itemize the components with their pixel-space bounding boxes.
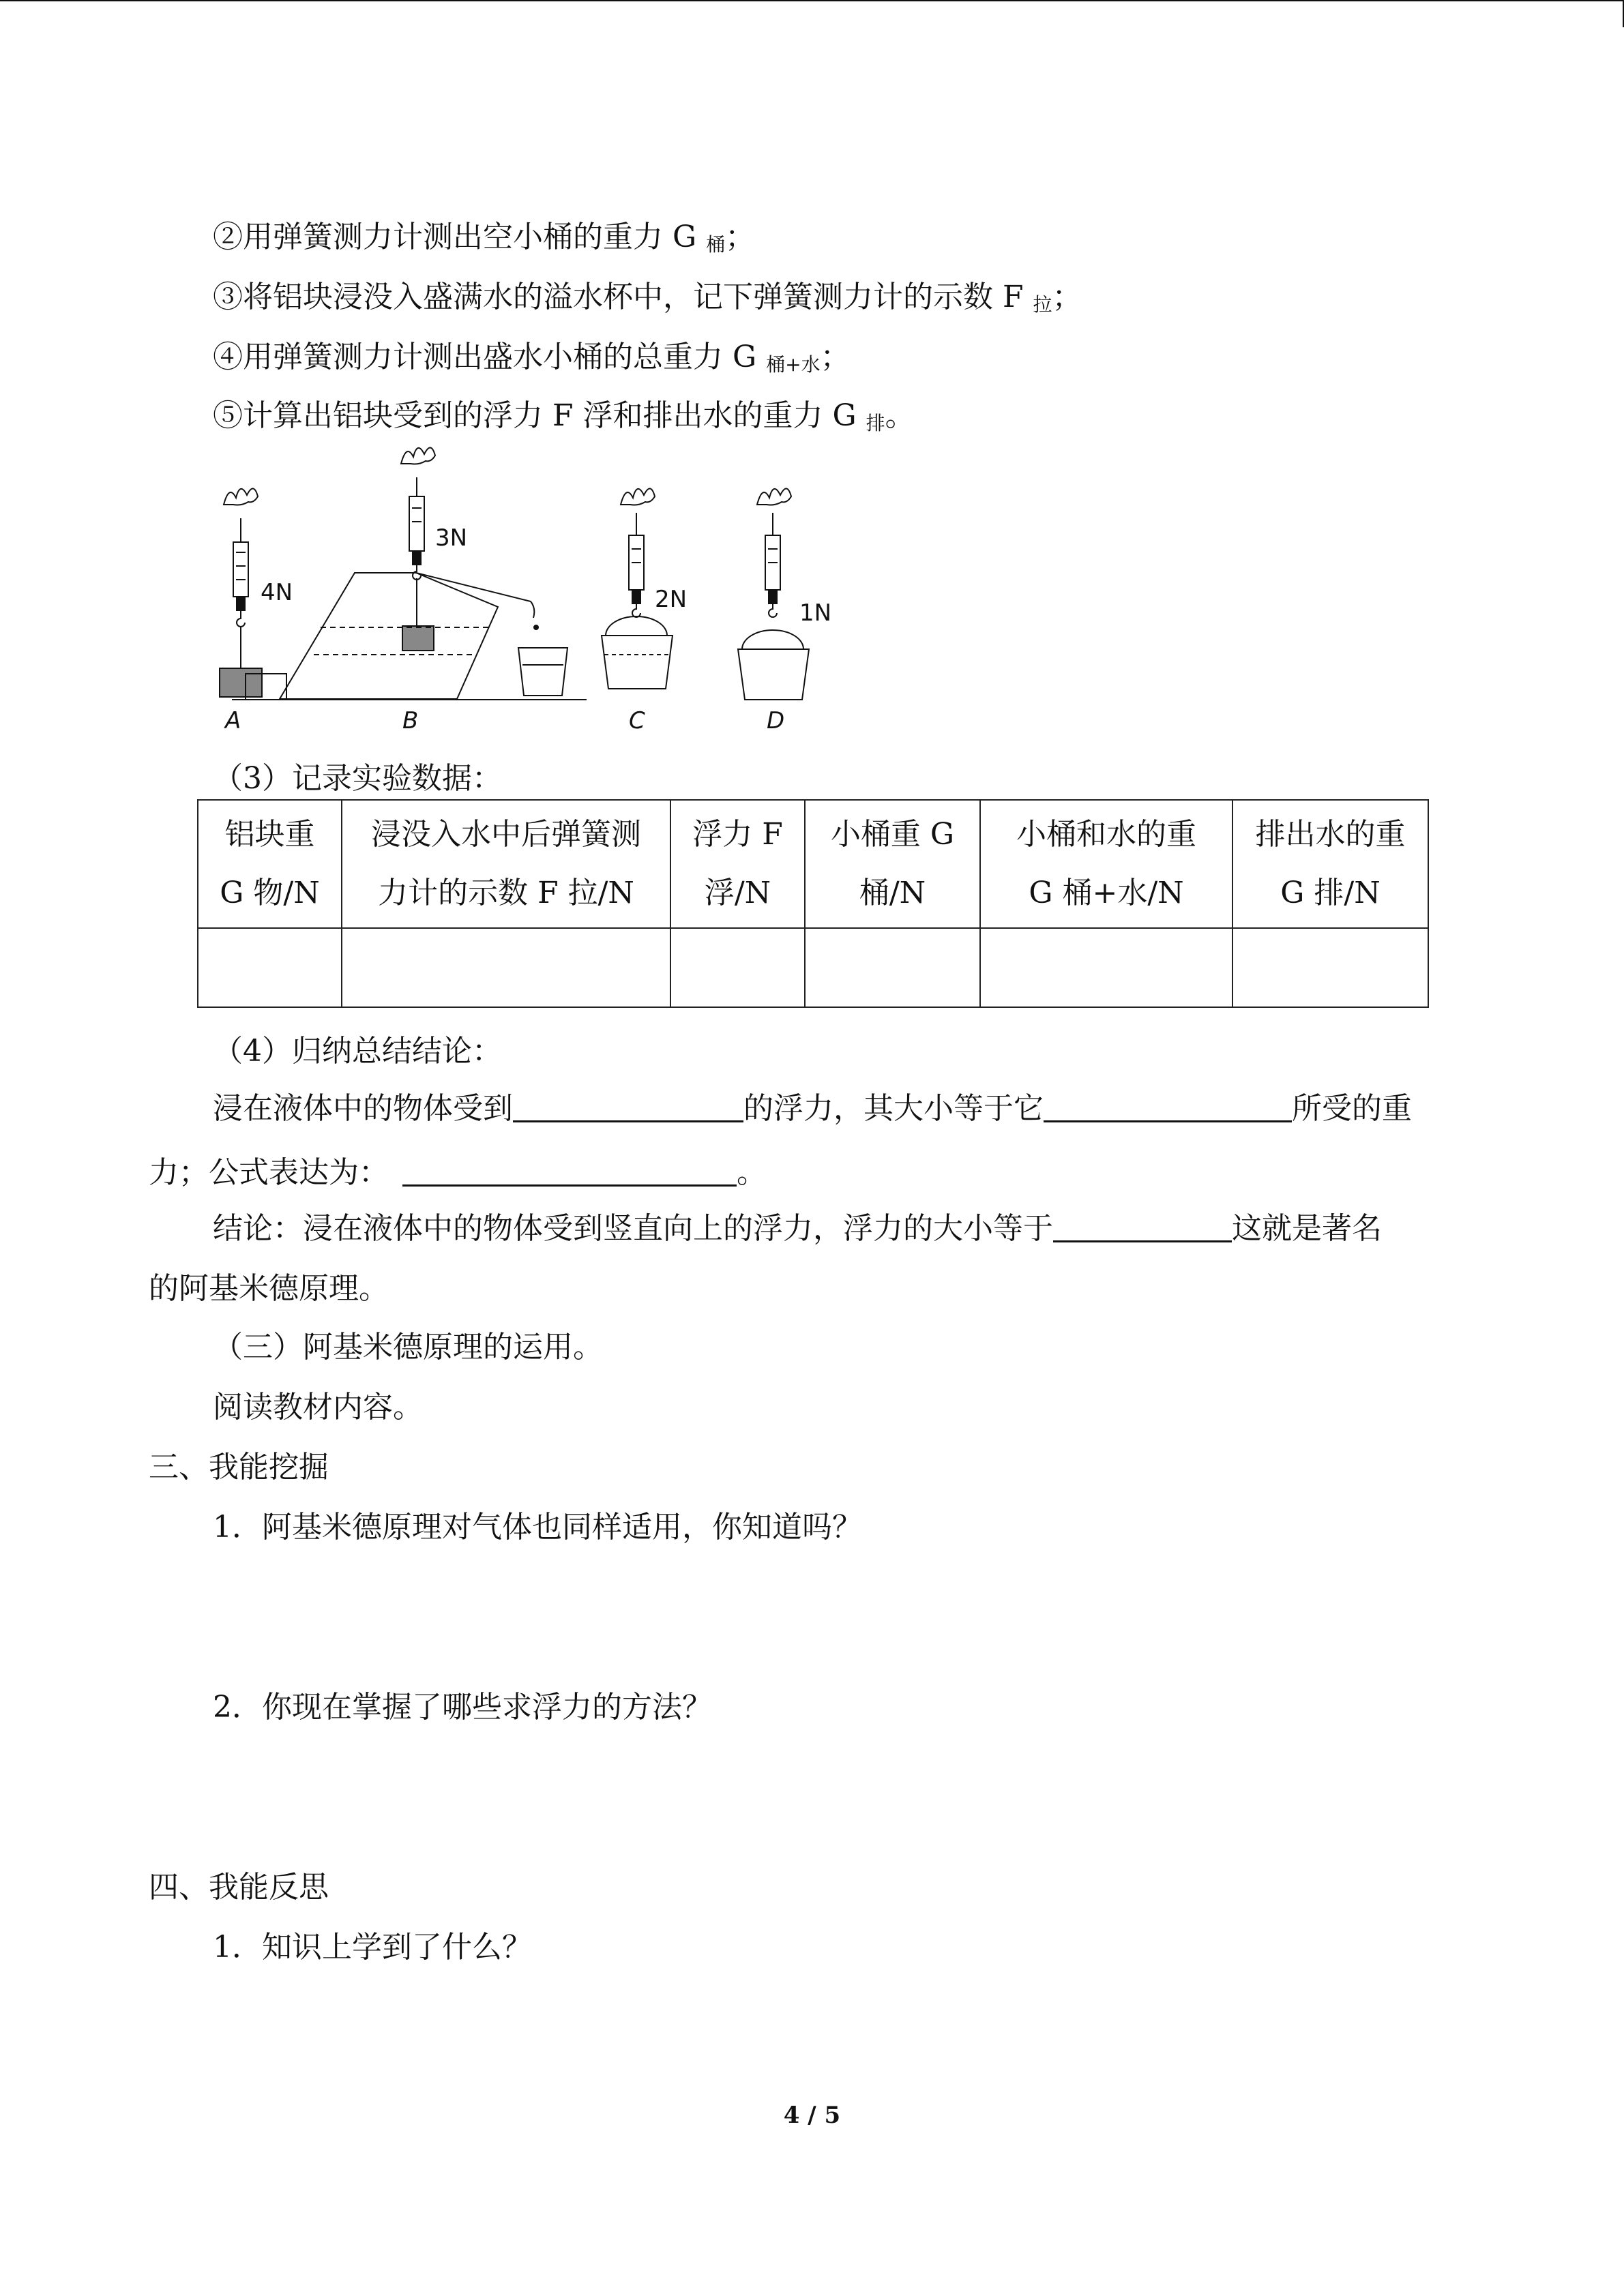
section-3-question-2: 2．你现在掌握了哪些求浮力的方法？ [213, 1690, 712, 1725]
summary-heading: （4）归纳总结结论： [213, 1034, 502, 1069]
data-table [197, 799, 1429, 1008]
header-cell: 小桶重 G 桶/N [805, 800, 980, 928]
reading-a: 4N [261, 579, 293, 606]
conclusion-line-2: 的阿基米德原理。 [149, 1271, 389, 1306]
data-cell[interactable] [670, 928, 805, 1007]
page-number: 4 / 5 [783, 2102, 841, 2129]
label-c: C [629, 707, 645, 734]
header-cell: 排出水的重 G 排/N [1232, 800, 1428, 928]
section-4-title: 四、我能反思 [149, 1870, 329, 1905]
data-cell[interactable] [198, 928, 342, 1007]
read-instruction: 阅读教材内容。 [213, 1390, 423, 1425]
summary-line-2: 力；公式表达为： 。 [149, 1155, 767, 1190]
summary-line-1: 浸在液体中的物体受到 的浮力，其大小等于它 所受的重 [213, 1091, 1412, 1126]
reading-b: 3N [435, 524, 468, 552]
data-cell[interactable] [980, 928, 1232, 1007]
label-b: B [402, 707, 419, 734]
header-cell: 浮力 F 浮/N [670, 800, 805, 928]
reading-d: 1N [799, 599, 832, 627]
data-cell[interactable] [1232, 928, 1428, 1007]
data-cell[interactable] [342, 928, 670, 1007]
page-top-border [0, 0, 1624, 1]
section-3-question-1: 1．阿基米德原理对气体也同样适用，你知道吗？ [213, 1510, 862, 1545]
label-a: A [225, 707, 241, 734]
answer-blank[interactable] [1044, 1093, 1292, 1122]
answer-blank[interactable] [1053, 1213, 1232, 1242]
table-header-row [198, 800, 1428, 928]
header-cell: 小桶和水的重 G 桶+水/N [980, 800, 1232, 928]
step-2: ②用弹簧测力计测出空小桶的重力 G $_桶$； [213, 220, 756, 256]
label-d: D [767, 707, 785, 734]
setup-c [602, 488, 687, 734]
section-3-title: 三、我能挖掘 [149, 1450, 329, 1485]
step-3: ③将铝块浸没入盛满水的溢水杯中，记下弹簧测力计的示数 F $_拉$； [213, 280, 1082, 316]
record-heading: （3）记录实验数据： [213, 761, 502, 796]
header-cell: 浸没入水中后弹簧测 力计的示数 F 拉/N [342, 800, 670, 928]
header-cell: 铝块重 G 物/N [198, 800, 342, 928]
section-4-question-1: 1．知识上学到了什么？ [213, 1930, 532, 1965]
conclusion-line-1: 结论：浸在液体中的物体受到竖直向上的浮力，浮力的大小等于 这就是著名 [213, 1211, 1382, 1246]
setup-a [220, 488, 293, 734]
data-cell[interactable] [805, 928, 980, 1007]
answer-blank[interactable] [513, 1093, 743, 1122]
table-row [198, 928, 1428, 1007]
step-5: ⑤计算出铝块受到的浮力 F 浮和排出水的重力 G $_排$。 [213, 398, 915, 434]
experiment-figure-cd [593, 477, 934, 736]
application-heading: （三）阿基米德原理的运用。 [213, 1330, 603, 1365]
experiment-figure [205, 443, 614, 736]
setup-d [738, 488, 831, 734]
reading-c: 2N [655, 586, 688, 613]
step-4: ④用弹簧测力计测出盛水小桶的总重力 G $_{桶+水}$； [213, 340, 851, 376]
answer-blank[interactable] [402, 1157, 737, 1187]
